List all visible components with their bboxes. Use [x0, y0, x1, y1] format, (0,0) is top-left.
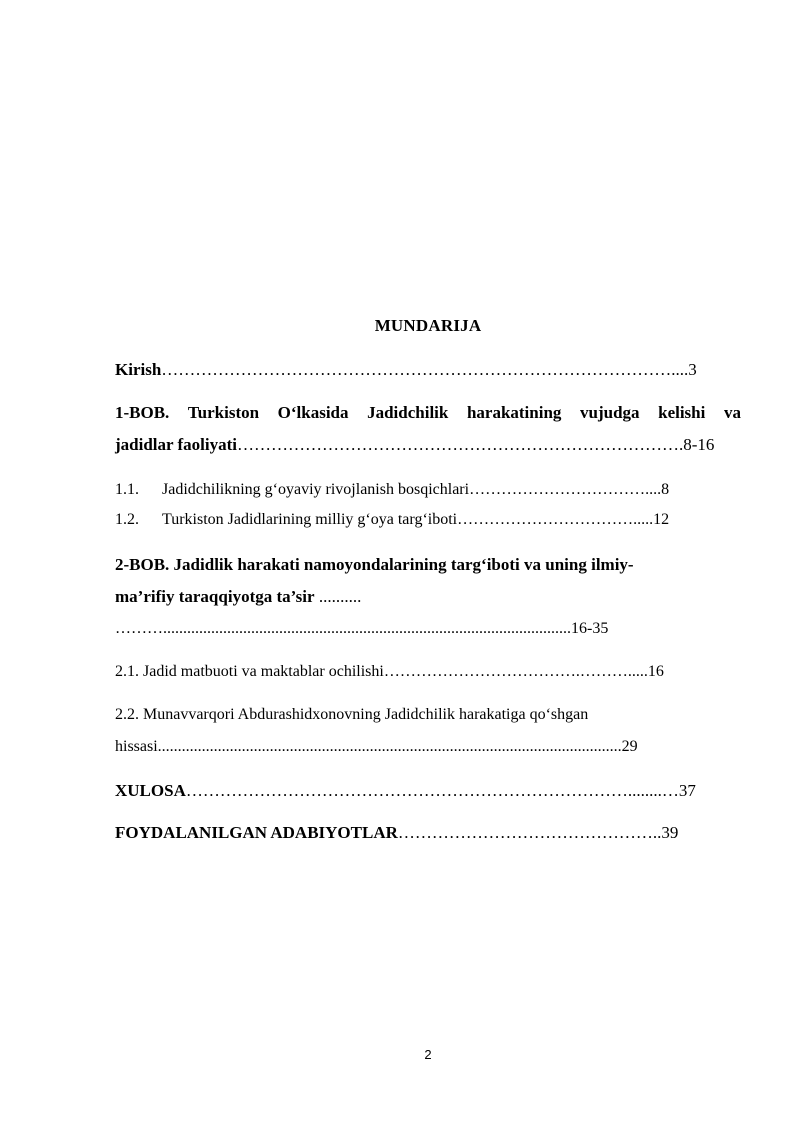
heading-word: kelishi	[658, 403, 706, 422]
toc-entry-label: Jadidchilikning g‘oyaviy rivojlanish bosqichlari	[162, 481, 470, 498]
toc-leader-dots: …………………………….....	[457, 511, 654, 528]
toc-page-number: 8	[661, 481, 670, 498]
toc-entry-label: hissasi	[115, 738, 158, 755]
toc-entry-label: Kirish	[115, 360, 162, 379]
toc-entry-label: 2.1. Jadid matbuoti va maktablar ochilishi	[115, 663, 384, 680]
toc-leader-dots: ………......................................................................................................	[115, 620, 571, 637]
toc-leader-dots: ……………………………….……….....	[383, 663, 648, 680]
toc-page-number: 16-35	[571, 620, 609, 637]
toc-entry-xulosa[interactable]	[115, 781, 696, 801]
heading-word: O‘lkasida	[277, 403, 349, 422]
toc-leader-dots: ……………………………....	[469, 481, 662, 498]
toc-entry-bob2-line1[interactable]: 2-BOB. Jadidlik harakati namoyondalarining targ‘iboti va uning ilmiy-	[115, 555, 634, 574]
toc-entry-bob1-line1[interactable]	[115, 403, 741, 423]
section-number: 1.1.	[115, 481, 139, 498]
toc-leader-dots: ……………………………………………………………………........…	[185, 781, 679, 800]
toc-page-number: 39	[661, 823, 679, 842]
toc-entry-bob1-line2[interactable]	[115, 435, 714, 455]
toc-page-number: 29	[621, 738, 638, 755]
toc-leader-dots: ………………………………………………………………………………....	[161, 360, 689, 379]
heading-word: va	[723, 403, 741, 422]
heading-word: vujudga	[580, 403, 640, 422]
section-number: 1.2.	[115, 511, 139, 528]
heading-word: 1-BOB.	[115, 403, 170, 422]
toc-page-number: 8-16	[683, 435, 715, 454]
toc-entry-label: XULOSA	[115, 781, 186, 800]
toc-entry-adabiyotlar[interactable]	[115, 823, 678, 843]
toc-entry-1-1[interactable]	[115, 480, 669, 500]
toc-entry-label: Turkiston Jadidlarining milliy g‘oya targ‘iboti	[162, 511, 458, 528]
toc-entry-2-1[interactable]	[115, 662, 664, 682]
toc-title: MUNDARIJA	[374, 316, 482, 335]
heading-word: harakatining	[466, 403, 562, 422]
toc-entry-label: ma’rifiy taraqqiyotga ta’sir	[115, 587, 315, 606]
toc-page-number: 16	[647, 663, 664, 680]
heading-word: Turkiston	[187, 403, 260, 422]
toc-entry-bob2-line2[interactable]	[115, 587, 361, 607]
toc-leader-dots: ………………………………………..	[397, 823, 662, 842]
heading-word: Jadidchilik	[367, 403, 449, 422]
toc-entry-label: jadidlar faoliyati	[115, 435, 237, 454]
toc-leader-dots: …………………………………………………………………….	[237, 435, 684, 454]
page-number: 2	[424, 1047, 432, 1062]
toc-entry-bob2-line3[interactable]	[115, 619, 608, 639]
toc-entry-label: FOYDALANILGAN ADABIYOTLAR	[115, 823, 398, 842]
toc-entry-kirish[interactable]	[115, 360, 697, 380]
toc-leader-dots: ..........	[318, 587, 362, 606]
toc-leader-dots: ....................................................................................................................	[157, 738, 622, 755]
toc-entry-2-2-line2[interactable]	[115, 737, 638, 757]
toc-page-number: 3	[688, 360, 697, 379]
toc-page-number: 12	[653, 511, 670, 528]
toc-entry-2-2-line1[interactable]: 2.2. Munavvarqori Abdurashidxonovning Jadidchilik harakatiga qo‘shgan	[115, 706, 589, 723]
toc-entry-1-2[interactable]	[115, 510, 669, 530]
toc-page-number: 37	[678, 781, 696, 800]
